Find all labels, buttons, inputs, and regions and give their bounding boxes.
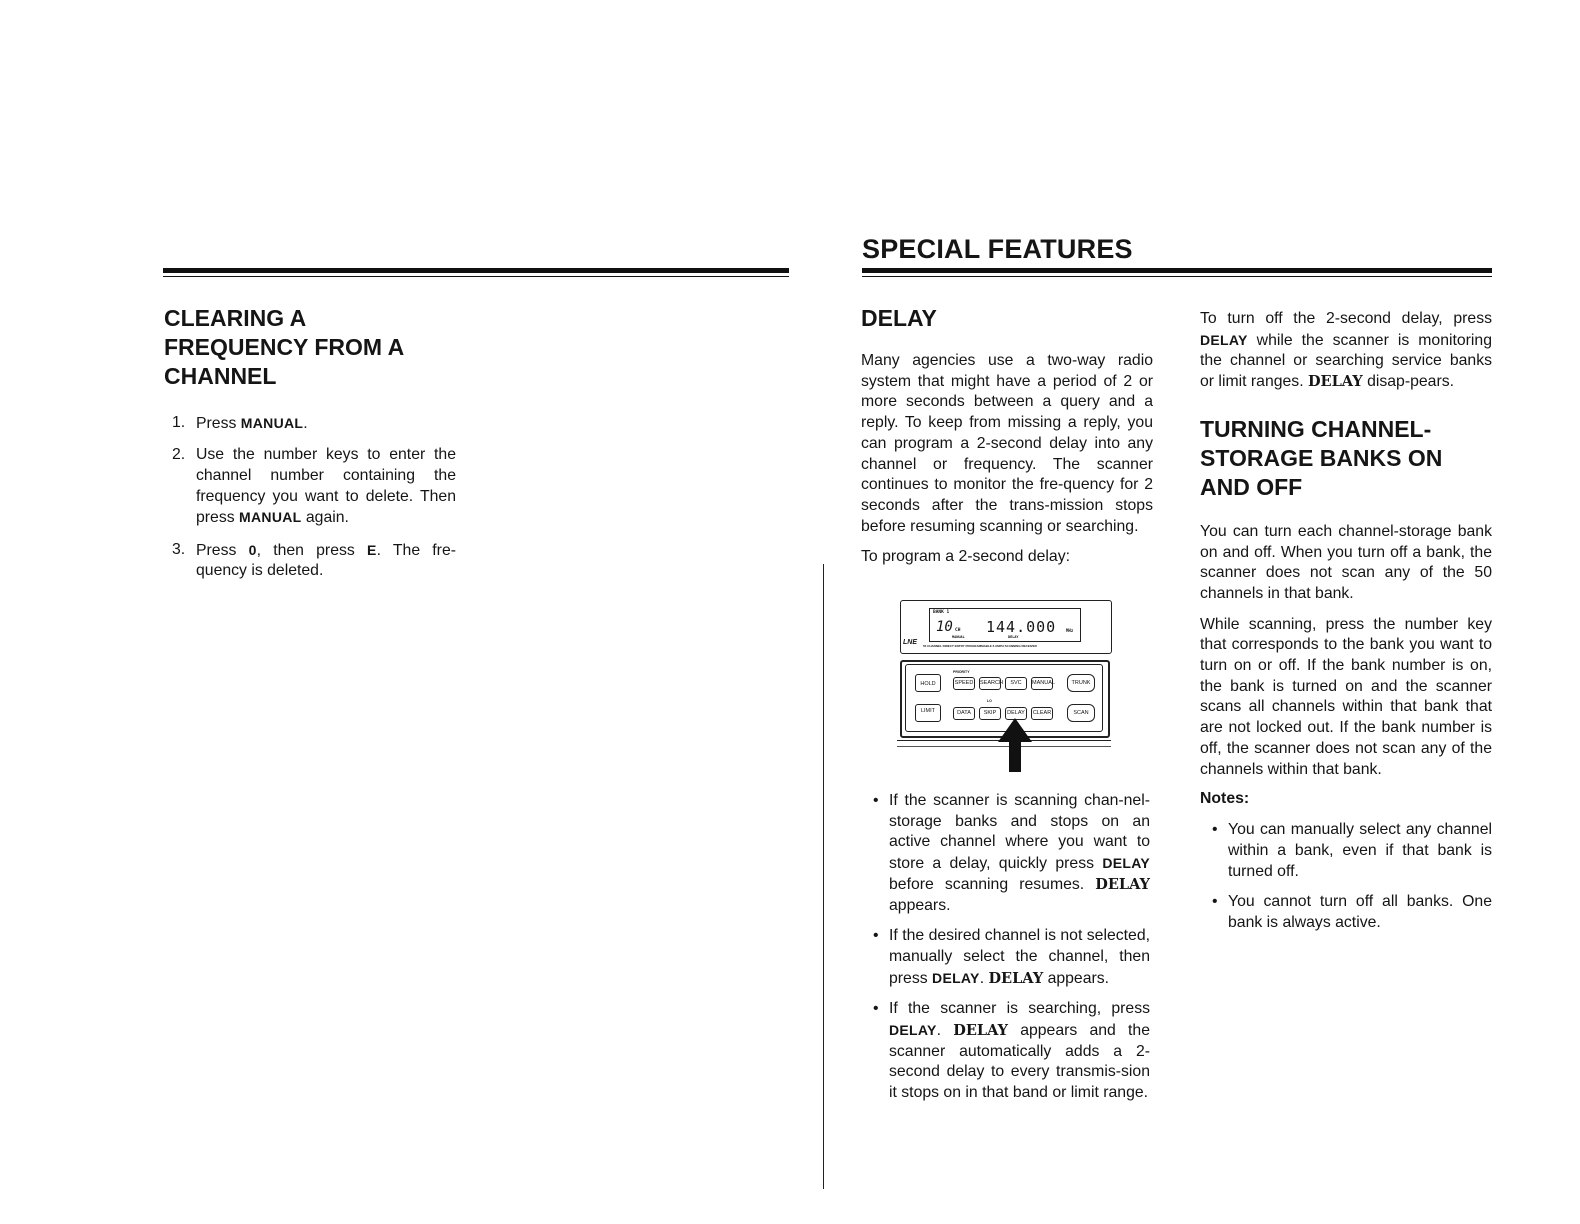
- page-gutter-line: [823, 564, 824, 1189]
- delay-bullets: [861, 791, 1150, 1104]
- pointer-arrow-icon: [998, 718, 1032, 772]
- manual-key-label: MANUAL: [239, 509, 302, 526]
- right-top-rule: [862, 268, 1492, 273]
- trunk-key: TRUNK: [1067, 674, 1095, 692]
- scanner-illustration: [897, 600, 1113, 772]
- delay-bullet-2: • If the desired channel is not selected, manually select the channel, then press DELAY. DELAY appears.: [861, 926, 1150, 989]
- right-top-rule-thin: [862, 276, 1492, 277]
- left-section: [164, 304, 456, 592]
- turn-off-delay-text: To turn off the 2-second delay, press DELAY while the scanner is monitoring the channel or searching service banks or limit ranges. DELAY disap-pears.: [1200, 310, 1492, 391]
- lcd-frequency: 144.000: [986, 618, 1057, 636]
- delay-lcd-label: DELAY: [953, 1022, 1008, 1040]
- delay-intro: Many agencies use a two-way radio system that might have a period of 2 or more seconds between a query and a reply. To keep from missing a reply, you can program a 2-second delay into any channel or frequency. The scanner continues to monitor the fre-quency for 2 seconds after the trans-mission stops before resuming scanning or searching.: [861, 352, 1153, 535]
- lcd-channel: 10: [936, 619, 953, 635]
- priority-label: PRIORITY: [953, 670, 970, 674]
- banks-paragraph-1: You can turn each channel-storage bank on and off. When you turn off a bank, the scanner does not scan any of the 50 channels in that bank.: [1200, 522, 1492, 602]
- scanner-logo: LNE: [903, 639, 917, 646]
- data-key: DATA: [953, 707, 975, 720]
- banks-heading: TURNING CHANNEL- STORAGE BANKS ON AND OFF: [1200, 415, 1443, 500]
- delay-key-label: DELAY: [1102, 855, 1150, 872]
- banks-column: [1200, 309, 1492, 944]
- lcd-delay-label: DELAY: [1008, 635, 1019, 639]
- step-1: 1. Press MANUAL.: [172, 414, 308, 432]
- lcd-window: [929, 608, 1081, 642]
- lo-label: LO: [987, 699, 992, 703]
- delay-key-label: DELAY: [1200, 331, 1248, 348]
- limit-key: LIMIT: [915, 704, 941, 722]
- search-key: SEARCH: [979, 677, 1001, 690]
- e-key-label: E: [366, 541, 377, 558]
- delay-column: [861, 304, 1153, 578]
- notes-label: Notes:: [1200, 790, 1250, 808]
- delay-key: DELAY: [1005, 707, 1027, 720]
- step-2: 2. Use the number keys to enter the channel number containing the frequency you want to delete. Then press MANUAL again.: [172, 446, 456, 527]
- delay-bullet-1: • If the scanner is scanning chan-nel-storage banks and stops on an active channel where you want to store a delay, quickly press DELAY before scanning resumes. DELAY appears.: [861, 791, 1150, 916]
- page-title: SPECIAL FEATURES: [862, 234, 1133, 264]
- zero-key-label: 0: [248, 541, 257, 558]
- lcd-mhz-label: MHz: [1066, 628, 1074, 633]
- delay-lcd-label: DELAY: [1307, 373, 1363, 391]
- delay-heading: DELAY: [861, 305, 937, 331]
- delay-bullet-3: • If the scanner is searching, press DELAY. DELAY appears and the scanner automatically adds a 2-second delay to every transmis-sion it stops on in that band or limit range.: [861, 999, 1150, 1104]
- clear-key: CLEAR: [1031, 707, 1053, 720]
- delay-lcd-label: DELAY: [1095, 875, 1150, 893]
- speed-key: SPEED: [953, 677, 975, 690]
- left-top-rule-thin: [163, 276, 789, 277]
- delay-lcd-label: DELAY: [988, 969, 1044, 987]
- skip-key: SKIP: [979, 707, 1001, 720]
- scan-key: SCAN: [1067, 704, 1095, 722]
- note-item-2: • You cannot turn off all banks. One bank is always active.: [1200, 892, 1492, 933]
- lcd-bank-label: BANK 1: [933, 610, 950, 615]
- program-delay-label: To program a 2-second delay:: [861, 548, 1070, 566]
- clearing-steps: [164, 413, 456, 582]
- note-item-1: • You can manually select any channel within a bank, even if that bank is turned off.: [1200, 820, 1492, 882]
- delay-key-label: DELAY: [889, 1022, 937, 1039]
- delay-key-label: DELAY: [932, 969, 980, 986]
- manual-key: MANUAL: [1031, 677, 1053, 690]
- banks-paragraph-2: While scanning, press the number key that corresponds to the bank you want to turn on or off. If the bank number is on, the bank is turned on and the scanner scans all channels within that bank that are not locked out. If the bank number is off, the scanner does not scan any of the channels within that bank.: [1200, 615, 1492, 778]
- hold-key: HOLD: [915, 674, 941, 692]
- clearing-heading: CLEARING A FREQUENCY FROM A CHANNEL: [164, 305, 405, 389]
- notes-list: [1200, 820, 1492, 934]
- manual-key-label: MANUAL: [240, 415, 304, 431]
- lcd-ch-label: CH: [955, 628, 961, 633]
- svc-key: SVC: [1005, 677, 1027, 690]
- scanner-brand-strip: 50 CHANNEL DIRECT ENTRY PROGRAMMABLE 6 AMPH SCANNING RECEIVER: [923, 644, 1037, 648]
- delay-bullets-wrap: [861, 791, 1150, 1114]
- step-3: 3. Press 0, then press E. The fre-quency is deleted.: [172, 540, 456, 580]
- left-top-rule: [163, 268, 789, 273]
- lcd-manual-label: MANUAL: [952, 635, 965, 639]
